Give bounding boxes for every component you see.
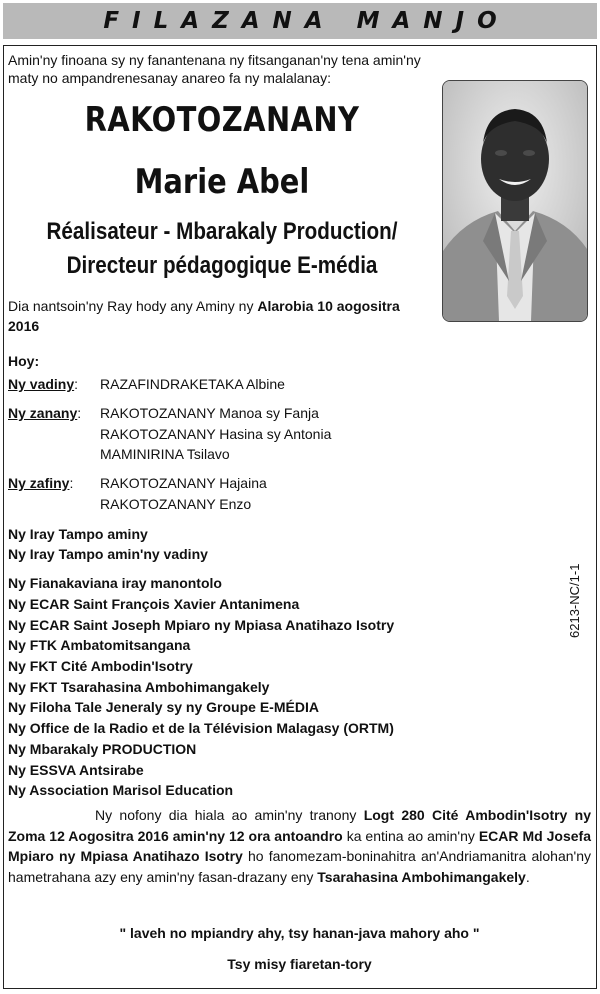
organization-line: Ny FKT Tsarahasina Ambohimangakely (8, 679, 270, 695)
deceased-given-names: Marie Abel (134, 162, 310, 202)
zanany-label-row: Ny zanany: (8, 405, 82, 421)
deceased-surname: RAKOTOZANANY (84, 100, 360, 140)
zafiny-name: RAKOTOZANANY Enzo (100, 496, 252, 512)
closing-paragraph (8, 805, 591, 887)
reference-code: 6213-NC/1-1 (567, 563, 582, 638)
organization-line: Ny Mbarakaly PRODUCTION (8, 741, 197, 757)
vady-name: RAZAFINDRAKETAKA Albine (100, 376, 285, 392)
organization-line: Ny Filoha Tale Jeneraly sy ny Groupe E-MÉDIA (8, 699, 319, 715)
bible-quote: " laveh no mpiandry ahy, tsy hanan-java mahory aho " (119, 925, 480, 941)
closing-text: ho fanomezam-boninahitra an'Andriamanitra alohan'ny hametrahana azy eny amin'ny fasan-drazany eny (8, 848, 591, 885)
intro-text: Amin'ny finoana sy ny fanantenana ny fitsanganan'ny tena amin'ny maty no ampandrenesanay anareo fa ny malalanay: (8, 52, 421, 86)
header-title: FILAZANA MANJO (103, 8, 510, 34)
closing-text: ka entina ao amin'ny (342, 827, 479, 844)
hoy-label: Hoy: (8, 353, 40, 369)
zanany-name: RAKOTOZANANY Hasina sy Antonia (100, 426, 332, 442)
closing-text: . (525, 868, 530, 885)
organization-line: Ny Fianakaviana iray manontolo (8, 575, 222, 591)
organization-line: Ny ESSVA Antsirabe (8, 762, 144, 778)
death-year: 2016 (8, 318, 40, 334)
deceased-role-line1: Réalisateur - Mbarakaly Production/ (46, 218, 398, 245)
vady-label-row: Ny vadiny: (8, 376, 79, 392)
closing-text: Ny nofony dia hiala ao amin'ny tranony (95, 807, 364, 823)
closing-church: ECAR Md Josefa Mpiaro ny Mpiasa Anatihazo Isotry (8, 827, 592, 864)
organization-line: Ny Office de la Radio et de la Télévision Malagasy (ORTM) (8, 720, 394, 736)
closing-burial-place: Tsarahasina Ambohimangakely (317, 868, 526, 885)
zafiny-label: Ny zafiny (8, 475, 70, 491)
organization-line: Ny FKT Cité Ambodin'Isotry (8, 658, 193, 674)
closing-address: Logt 280 Cité Ambodin'Isotry ny Zoma 12 Aogositra 2016 amin'ny 12 ora antoandro (8, 807, 591, 844)
zanany-name: RAKOTOZANANY Manoa sy Fanja (100, 405, 319, 421)
zafiny-label-row: Ny zafiny: (8, 475, 74, 491)
organization-line: Ny ECAR Saint Joseph Mpiaro ny Mpiasa Anatihazo Isotry (8, 617, 395, 633)
organization-line: Ny Association Marisol Education (8, 782, 234, 798)
death-notice-text: Dia nantsoin'ny Ray hody any Aminy ny (8, 298, 258, 314)
zanany-name: MAMINIRINA Tsilavo (100, 446, 230, 462)
zanany-label: Ny zanany (8, 405, 78, 421)
no-flowers-note: Tsy misy fiaretan-tory (227, 956, 372, 972)
organization-line: Ny ECAR Saint François Xavier Antanimena (8, 596, 300, 612)
death-notice (8, 297, 436, 315)
deceased-role-line2: Directeur pédagogique E-média (66, 252, 378, 279)
hoy-text: Hoy (8, 353, 35, 369)
death-date: Alarobia 10 aogositra (257, 298, 400, 314)
header-banner (3, 3, 597, 39)
zafiny-name: RAKOTOZANANY Hajaina (100, 475, 267, 491)
vady-label: Ny vadiny (8, 376, 75, 392)
portrait-illustration (443, 81, 587, 321)
tampo-line: Ny Iray Tampo aminy (8, 526, 148, 542)
portrait-photo (442, 80, 588, 322)
tampo-line: Ny Iray Tampo amin'ny vadiny (8, 546, 208, 562)
organization-line: Ny FTK Ambatomitsangana (8, 637, 191, 653)
